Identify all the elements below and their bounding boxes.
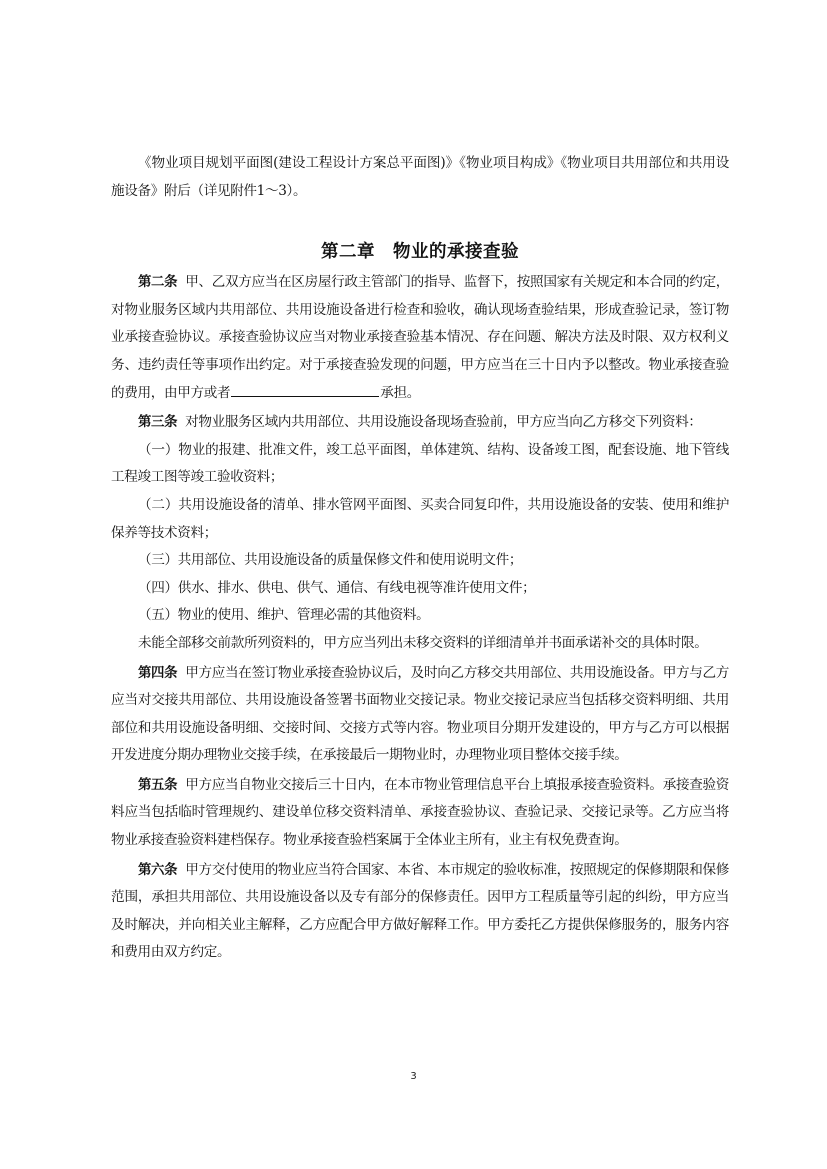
chapter-title-text: 物业的承接查验 [393, 242, 519, 263]
chapter-number: 第二章 [321, 242, 375, 263]
article-3-item-1: （一）物业的报建、批准文件，竣工总平面图，单体建筑、结构、设备竣工图，配套设施、地下管线工程竣工图等竣工验收资料； [111, 441, 729, 486]
article-5-text: 甲方应当自物业交接后三十日内，在本市物业管理信息平台上填报承接查验资料。承接查验资料应当包括临时管理规约、建设单位移交资料清单、承接查验协议、查验记录、交接记录等。乙方应当将物业承接查验资料建档保存。物业承接查验档案属于全体业主所有，业主有权免费查询。 [111, 776, 729, 849]
article-3 [111, 409, 729, 437]
fill-in-blank[interactable] [231, 381, 379, 397]
article-5-label: 第五条 [138, 777, 178, 793]
article-4 [111, 660, 729, 770]
article-6-label: 第六条 [138, 862, 178, 878]
article-2-text: 甲、乙双方应当在区房屋行政主管部门的指导、监督下，按照国家有关规定和本合同的约定，对物业服务区域内共用部位、共用设施设备进行检查和验收，确认现场查验结果，形成查验记录，签订物业承接查验协议。承接查验协议应当对物业承接查验基本情况、存在问题、解决方法及时限、双方权利义务、违约责任等事项作出约定。对于承接查验发现的问题，甲方应当在三十日内予以整改。物业承接查验的费用，由甲方或者 [111, 274, 729, 401]
page-content [111, 150, 729, 967]
article-2-text-after: 承担。 [380, 384, 420, 401]
article-6 [111, 857, 729, 967]
article-2-label: 第二条 [138, 275, 178, 291]
article-3-item-3: （三）共用部位、共用设施设备的质量保修文件和使用说明文件； [138, 552, 523, 569]
chapter-heading [111, 237, 729, 267]
article-3-item-4: （四）供水、排水、供电、供气、通信、有线电视等准许使用文件； [138, 579, 536, 596]
intro-paragraph: 《物业项目规划平面图(建设工程设计方案总平面图)》《物业项目构成》《物业项目共用部位和共用设施设备》附后（详见附件1～3）。 [111, 155, 729, 199]
article-3-note: 未能全部移交前款所列资料的，甲方应当列出未移交资料的详细清单并书面承诺补交的具体时限。 [138, 634, 708, 651]
article-3-label: 第三条 [138, 415, 178, 431]
article-3-text: 对物业服务区域内共用部位、共用设施设备现场查验前，甲方应当向乙方移交下列资料： [185, 414, 702, 431]
article-3-item-5: （五）物业的使用、维护、管理必需的其他资料。 [138, 607, 430, 624]
article-6-text: 甲方交付使用的物业应当符合国家、本省、本市规定的验收标准，按照规定的保修期限和保修范围，承担共用部位、共用设施设备以及专有部分的保修责任。因甲方工程质量等引起的纠纷，甲方应当及时解决，并向相关业主解释，乙方应配合甲方做好解释工作。甲方委托乙方提供保修服务的，服务内容和费用由双方约定。 [111, 861, 729, 961]
page-number: 3 [410, 1071, 417, 1082]
article-2 [111, 269, 729, 407]
article-4-text: 甲方应当在签订物业承接查验协议后，及时向乙方移交共用部位、共用设施设备。甲方与乙方应当对交接共用部位、共用设施设备签署书面物业交接记录。物业交接记录应当包括移交资料明细、共用部位和共用设施设备明细、交接时间、交接方式等内容。物业项目分期开发建设的，甲方与乙方可以根据开发进度分期办理物业交接手续，在承接最后一期物业时，办理物业项目整体交接手续。 [111, 664, 729, 764]
article-5 [111, 772, 729, 855]
article-3-item-2: （二）共用设施设备的清单、排水管网平面图、买卖合同复印件，共用设施设备的安装、使用和维护保养等技术资料； [111, 496, 729, 541]
article-4-label: 第四条 [138, 665, 178, 681]
